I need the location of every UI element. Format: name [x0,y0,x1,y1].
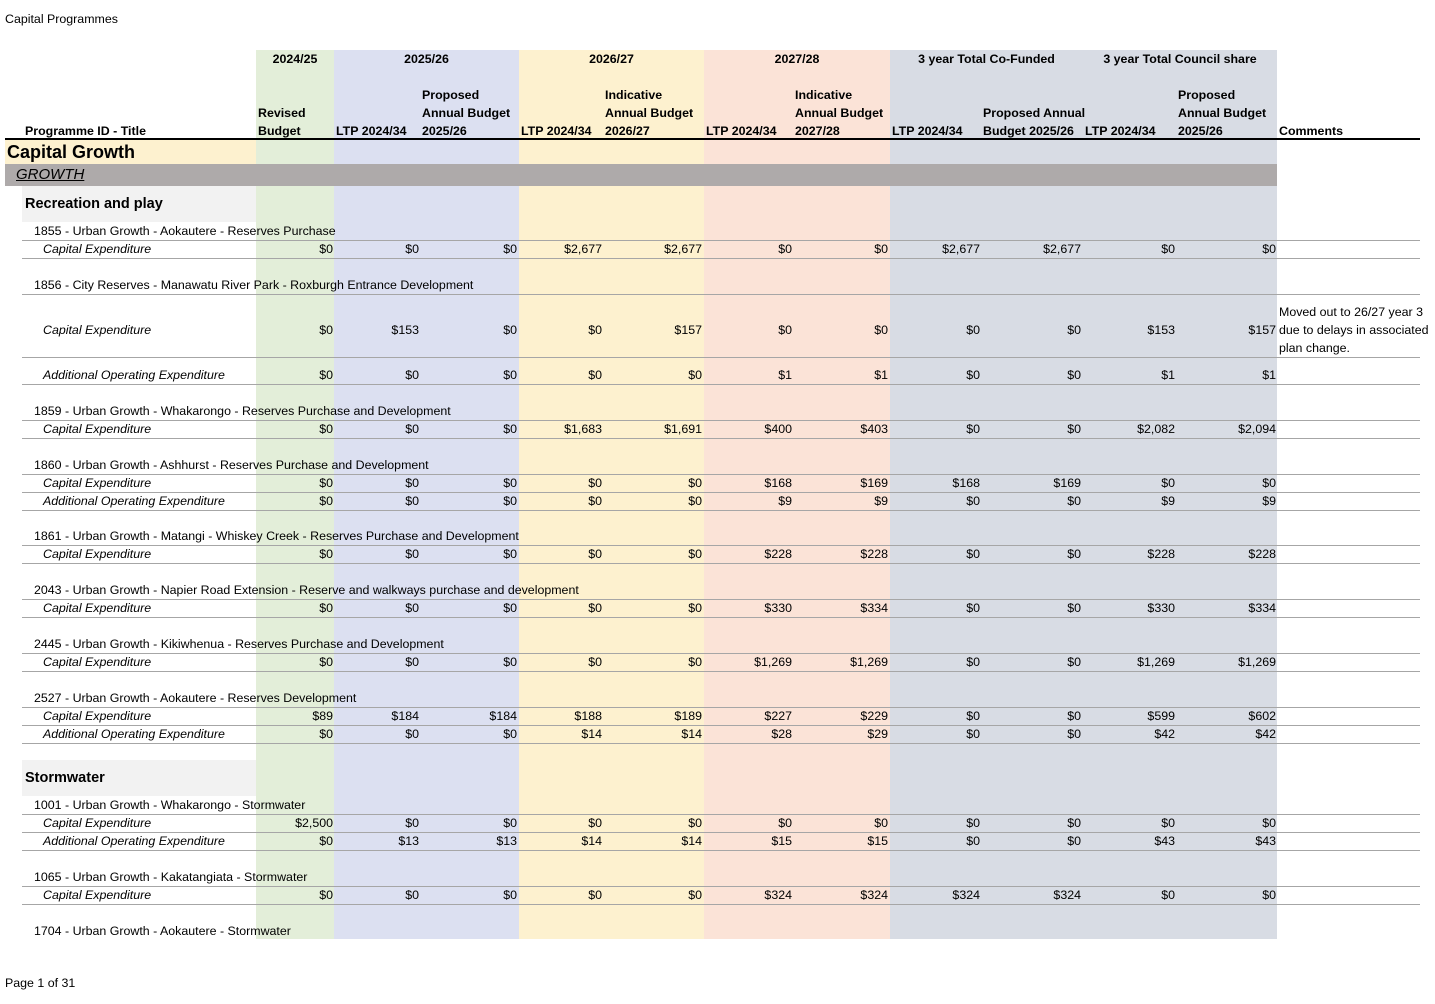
header-indicative-2728: Indicative Annual Budget 2027/28 [795,88,884,138]
value-cell: $153 [391,323,419,337]
value-cell: $0 [405,655,419,669]
table-row [0,886,1435,904]
value-cell: $0 [1067,709,1081,723]
value-cell: $330 [1147,601,1175,615]
value-cell: $0 [503,816,517,830]
programme-title: 1704 - Urban Growth - Aokautere - Stormwater [34,924,291,938]
header-ltp-2728: LTP 2024/34 [706,124,777,138]
table-row [0,474,1435,492]
value-cell: $14 [681,834,702,848]
value-cell: $0 [319,368,333,382]
header-programme-col: Programme ID - Title [25,124,146,138]
value-cell: $0 [503,601,517,615]
value-cell: $0 [688,655,702,669]
header-total-council: 3 year Total Council share [1103,52,1257,66]
header-revised-budget: Revised Budget [258,106,306,138]
value-cell: $2,082 [1137,422,1175,436]
value-cell: $0 [503,422,517,436]
header-comments: Comments [1279,124,1344,138]
value-cell: $13 [398,834,419,848]
programme-title: 1861 - Urban Growth - Matangi - Whiskey Creek - Reserves Purchase and Development [34,529,519,543]
row-divider [22,438,1420,439]
value-cell: $0 [319,547,333,561]
value-cell: $9 [1262,494,1276,508]
value-cell: $14 [681,727,702,741]
row-label: Additional Operating Expenditure [43,727,225,741]
header-ltp-2627: LTP 2024/34 [521,124,592,138]
value-cell: $0 [588,323,602,337]
value-cell: $169 [1053,476,1081,490]
value-cell: $1,269 [1238,655,1276,669]
row-divider [22,357,1420,358]
value-cell: $0 [405,601,419,615]
value-cell: $0 [319,323,333,337]
value-cell: $228 [764,547,792,561]
value-cell: $14 [581,727,602,741]
header-total-cofunded: 3 year Total Co-Funded [918,52,1055,66]
programme-title: 1065 - Urban Growth - Kakatangiata - Stormwater [34,870,308,884]
section-title: Recreation and play [25,196,163,212]
table-row [0,366,1435,384]
value-cell: $29 [867,727,888,741]
value-cell: $0 [966,655,980,669]
value-cell: $0 [405,242,419,256]
row-label: Capital Expenditure [43,709,152,723]
value-cell: $0 [1262,476,1276,490]
value-cell: $0 [966,422,980,436]
table-row [0,492,1435,510]
value-cell: $0 [588,601,602,615]
table-row [0,707,1435,725]
table-row [0,725,1435,743]
value-cell: $0 [966,816,980,830]
value-cell: $0 [1067,422,1081,436]
value-cell: $168 [764,476,792,490]
row-label: Additional Operating Expenditure [43,834,225,848]
value-cell: $602 [1248,709,1276,723]
value-cell: $0 [688,816,702,830]
value-cell: $0 [503,494,517,508]
value-cell: $0 [405,422,419,436]
value-cell: $0 [588,816,602,830]
value-cell: $0 [1262,242,1276,256]
value-cell: $0 [588,655,602,669]
value-cell: $0 [405,547,419,561]
value-cell: $0 [1067,834,1081,848]
row-divider [22,743,1420,744]
programme-title: 2043 - Urban Growth - Napier Road Extension - Reserve and walkways purchase and development [34,583,579,597]
row-divider [22,850,1420,851]
value-cell: $184 [489,709,517,723]
value-cell: $0 [688,547,702,561]
value-cell: $0 [688,888,702,902]
value-cell: $43 [1154,834,1175,848]
value-cell: $0 [1161,476,1175,490]
value-cell: $0 [688,494,702,508]
row-divider [22,258,1420,259]
row-label: Capital Expenditure [43,422,152,436]
value-cell: $330 [764,601,792,615]
value-cell: $0 [405,476,419,490]
row-label: Capital Expenditure [43,547,152,561]
value-cell: $15 [867,834,888,848]
header-proposed-cofunded: Proposed Annual Budget 2025/26 [983,106,1086,138]
value-cell: $0 [1067,727,1081,741]
value-cell: $0 [1067,601,1081,615]
row-comment: Moved out to 26/27 year 3 due to delays in associated plan change. [1279,305,1429,355]
row-label: Capital Expenditure [43,476,152,490]
programme-title: 1860 - Urban Growth - Ashhurst - Reserves Purchase and Development [34,458,429,472]
group-title: GROWTH [16,166,85,183]
table-row [0,545,1435,563]
value-cell: $43 [1255,834,1276,848]
table-row [0,814,1435,832]
row-label: Capital Expenditure [43,816,152,830]
value-cell: $0 [966,323,980,337]
header-proposed-council: Proposed Annual Budget 2025/26 [1178,88,1267,138]
header-year-2027-28: 2027/28 [774,52,820,66]
header-ltp-council: LTP 2024/34 [1085,124,1156,138]
value-cell: $0 [1067,323,1081,337]
table-row [0,240,1435,258]
value-cell: $334 [1248,601,1276,615]
value-cell: $0 [405,888,419,902]
row-divider [22,384,1420,385]
value-cell: $0 [319,242,333,256]
value-cell: $0 [405,727,419,741]
section-title: Stormwater [25,770,105,786]
value-cell: $0 [966,727,980,741]
value-cell: $400 [764,422,792,436]
programme-title: 1859 - Urban Growth - Whakarongo - Reserves Purchase and Development [34,404,451,418]
value-cell: $0 [778,323,792,337]
value-cell: $1,269 [1137,655,1175,669]
row-label: Capital Expenditure [43,242,152,256]
value-cell: $0 [588,494,602,508]
header-indicative-2627: Indicative Annual Budget 2026/27 [605,88,694,138]
group-bar [5,164,1277,186]
value-cell: $42 [1154,727,1175,741]
value-cell: $0 [966,709,980,723]
programme-title: 2445 - Urban Growth - Kikiwhenua - Reserves Purchase and Development [34,637,444,651]
value-cell: $1 [1161,368,1175,382]
value-cell: $169 [860,476,888,490]
value-cell: $0 [1067,655,1081,669]
row-divider [22,904,1420,905]
value-cell: $0 [966,494,980,508]
value-cell: $89 [312,709,333,723]
value-cell: $13 [496,834,517,848]
value-cell: $0 [319,834,333,848]
value-cell: $1,691 [664,422,702,436]
value-cell: $9 [778,494,792,508]
value-cell: $0 [1161,242,1175,256]
value-cell: $0 [966,547,980,561]
value-cell: $1,269 [850,655,888,669]
value-cell: $0 [688,601,702,615]
value-cell: $0 [874,816,888,830]
value-cell: $0 [966,834,980,848]
value-cell: $9 [874,494,888,508]
header-year-2026-27: 2026/27 [589,52,634,66]
value-cell: $1,683 [564,422,602,436]
value-cell: $157 [674,323,702,337]
value-cell: $0 [874,323,888,337]
value-cell: $0 [1161,816,1175,830]
value-cell: $334 [860,601,888,615]
page-title: Capital Programmes [5,12,118,26]
value-cell: $1 [778,368,792,382]
value-cell: $324 [860,888,888,902]
value-cell: $0 [966,601,980,615]
value-cell: $0 [1067,494,1081,508]
value-cell: $0 [319,727,333,741]
value-cell: $1 [1262,368,1276,382]
value-cell: $9 [1161,494,1175,508]
header-proposed-2526: Proposed Annual Budget 2025/26 [422,88,511,138]
header-year-2024-25: 2024/25 [272,52,318,66]
table-row [0,653,1435,671]
row-label: Capital Expenditure [43,888,152,902]
value-cell: $28 [771,727,792,741]
value-cell: $0 [405,368,419,382]
value-cell: $0 [1262,816,1276,830]
value-cell: $0 [503,547,517,561]
value-cell: $599 [1147,709,1175,723]
value-cell: $0 [319,655,333,669]
table-row [0,832,1435,850]
value-cell: $324 [1053,888,1081,902]
header-ltp-2526: LTP 2024/34 [336,124,407,138]
header-year-2025-26: 2025/26 [404,52,449,66]
value-cell: $0 [405,494,419,508]
value-cell: $0 [1067,816,1081,830]
row-divider [22,617,1420,618]
table-row [0,599,1435,617]
row-label: Additional Operating Expenditure [43,494,225,508]
header-ltp-cofunded: LTP 2024/34 [892,124,963,138]
value-cell: $0 [319,422,333,436]
row-divider [22,510,1420,511]
value-cell: $0 [503,727,517,741]
row-label: Capital Expenditure [43,655,152,669]
row-label: Additional Operating Expenditure [43,368,225,382]
programme-title: 1001 - Urban Growth - Whakarongo - Stormwater [34,798,306,812]
value-cell: $0 [588,476,602,490]
value-cell: $0 [588,368,602,382]
value-cell: $324 [952,888,980,902]
value-cell: $227 [764,709,792,723]
value-cell: $0 [319,476,333,490]
value-cell: $0 [503,323,517,337]
value-cell: $168 [952,476,980,490]
value-cell: $188 [574,709,602,723]
value-cell: $14 [581,834,602,848]
row-divider [22,671,1420,672]
value-cell: $2,677 [1043,242,1081,256]
value-cell: $0 [503,476,517,490]
value-cell: $1 [874,368,888,382]
value-cell: $0 [1067,368,1081,382]
value-cell: $228 [860,547,888,561]
value-cell: $2,677 [564,242,602,256]
row-divider [22,294,1420,295]
value-cell: $229 [860,709,888,723]
page-footer: Page 1 of 31 [5,976,76,990]
value-cell: $0 [588,888,602,902]
value-cell: $228 [1147,547,1175,561]
value-cell: $0 [319,601,333,615]
value-cell: $15 [771,834,792,848]
value-cell: $2,677 [942,242,980,256]
value-cell: $0 [874,242,888,256]
category-title: Capital Growth [7,142,136,162]
value-cell: $0 [1262,888,1276,902]
value-cell: $2,500 [295,816,333,830]
value-cell: $0 [588,547,602,561]
value-cell: $189 [674,709,702,723]
value-cell: $324 [764,888,792,902]
value-cell: $0 [966,368,980,382]
value-cell: $0 [405,816,419,830]
table-row [0,321,1435,339]
value-cell: $0 [503,888,517,902]
programme-title: 2527 - Urban Growth - Aokautere - Reserves Development [34,691,357,705]
value-cell: $42 [1255,727,1276,741]
value-cell: $0 [503,242,517,256]
programme-title: 1856 - City Reserves - Manawatu River Park - Roxburgh Entrance Development [34,278,474,292]
value-cell: $0 [688,476,702,490]
value-cell: $0 [503,655,517,669]
row-label: Capital Expenditure [43,601,152,615]
value-cell: $0 [778,816,792,830]
value-cell: $2,677 [664,242,702,256]
programme-title: 1855 - Urban Growth - Aokautere - Reserves Purchase [34,224,336,238]
value-cell: $2,094 [1238,422,1276,436]
row-divider [22,563,1420,564]
value-cell: $157 [1248,323,1276,337]
value-cell: $0 [688,368,702,382]
value-cell: $0 [319,494,333,508]
value-cell: $0 [503,368,517,382]
value-cell: $0 [319,888,333,902]
value-cell: $153 [1147,323,1175,337]
row-label: Capital Expenditure [43,323,152,337]
table-row [0,420,1435,438]
value-cell: $228 [1248,547,1276,561]
value-cell: $1,269 [754,655,792,669]
value-cell: $0 [778,242,792,256]
value-cell: $0 [1161,888,1175,902]
value-cell: $0 [1067,547,1081,561]
value-cell: $403 [860,422,888,436]
value-cell: $184 [391,709,419,723]
